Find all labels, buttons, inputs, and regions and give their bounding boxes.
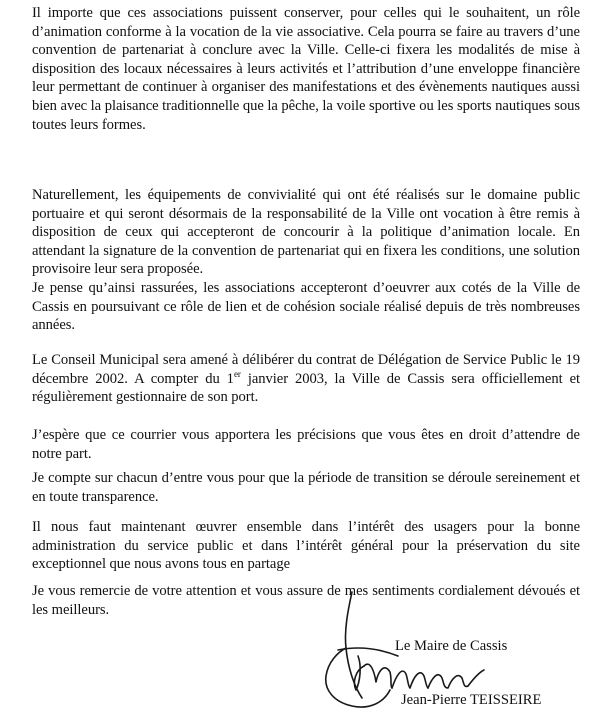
paragraph-work-together: Il nous faut maintenant œuvrer ensemble dans l’intérêt des usagers pour la bonne administration du service public et dans l’intérêt général pour la préservation du site exceptionnel que nous avons tous en partage bbox=[32, 519, 580, 573]
council-text-start: Le Conseil Municipal sera amené à délibérer du contrat de Délégation de Service Public le 19 décembre 2002. A compter du 1 bbox=[32, 352, 580, 387]
paragraph-closing: Je vous remercie de votre attention et vous assure de mes sentiments cordialement dévoués et les meilleurs. bbox=[32, 583, 580, 618]
council-text-end: janvier 2003, la Ville de Cassis sera officiellement et régulièrement gestionnaire de son port. bbox=[32, 370, 580, 406]
signature-title: Le Maire de Cassis bbox=[395, 638, 508, 654]
paragraph-transition: Je compte sur chacun d’entre vous pour que la période de transition se déroule sereinement et en toute transparence. bbox=[32, 470, 580, 505]
paragraph-reassurance: Je pense qu’ainsi rassurées, les associations accepteront d’oeuvrer aux cotés de la Ville de Cassis en poursuivant ce rôle de lien et de cohésion sociale réalisé depuis de très nombreuses années. bbox=[32, 280, 580, 334]
paragraph-clarifications: J’espère que ce courrier vous apportera les précisions que vous êtes en droit d’attendre de notre part. bbox=[32, 427, 580, 462]
paragraph-council bbox=[32, 351, 580, 407]
paragraph-equipment: Naturellement, les équipements de convivialité qui ont été réalisés sur le domaine public portuaire et qui seront désormais de la responsabilité de la Ville ont vocation à être remis à disposition de ceux qui accepteront de concourir à la politique d’animation locale. En attendant la signature de la convention de partenariat qui en fixera les conditions, une solution provisoire leur sera proposée. bbox=[32, 187, 580, 278]
paragraph-associations-role: Il importe que ces associations puissent conserver, pour celles qui le souhaitent, un rôle d’animation conforme à la vocation de la vie associative. Cela pourra se faire au travers d’une convention de partenariat à conclure avec la Ville. Celle-ci fixera les modalités de mise à disposition des locaux nécessaires à leurs activités et l’attribution d’une enveloppe financière leur permettant de continuer à organiser des manifestations et des évènements nautiques aussi bien avec la plaisance traditionnelle que la pêche, la voile sportive ou les sports nautiques sous toutes leurs formes. bbox=[32, 5, 580, 133]
signature-name: Jean-Pierre TEISSEIRE bbox=[401, 692, 542, 708]
council-superscript: er bbox=[233, 368, 241, 379]
